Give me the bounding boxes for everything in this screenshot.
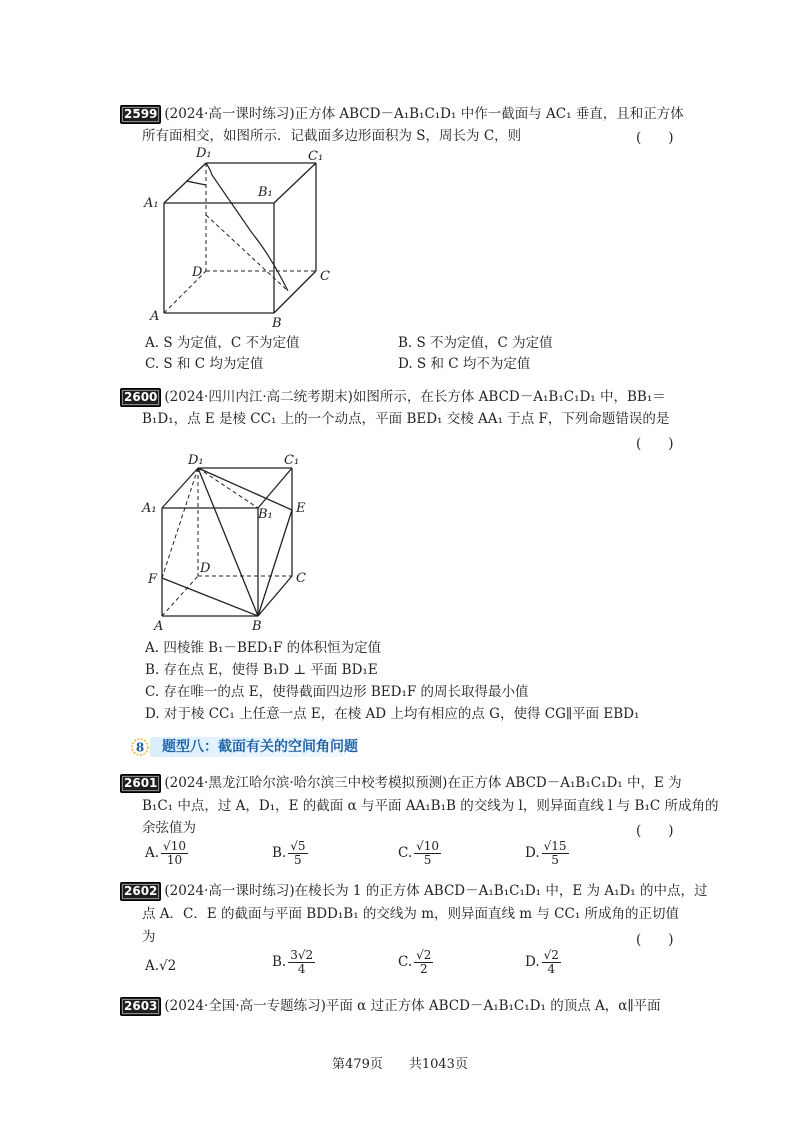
option-A: A.√2 (145, 958, 177, 974)
section-title: 题型八：截面有关的空间角问题 (162, 739, 358, 755)
q2599-line1: 2599 (2024·高一课时练习)正方体 ABCD－A₁B₁C₁D₁ 中作一截面与 AC₁ 垂直，且和正方体 (120, 103, 684, 125)
point-E: E (296, 501, 306, 516)
point-F: F (148, 572, 158, 587)
option-B: B. $\frac{3√2}{4}$ (272, 948, 314, 976)
vertex-D1: D₁ (196, 146, 212, 161)
option-C: C. $\frac{√2}{2}$ (398, 948, 432, 976)
q2601-line2: B₁C₁ 中点，过 A，D₁，E 的截面 α 与平面 AA₁B₁B 的交线为 l，则异面直线 l 与 B₁C 所成角的 (142, 798, 719, 814)
q2602-line3: 为 (142, 929, 156, 945)
vertex-C1: C₁ (308, 149, 324, 164)
vertex-B1: B₁ (258, 507, 273, 522)
option-D: D. S 和 C 均不为定值 (398, 356, 531, 372)
answer-paren: ( ) (636, 932, 674, 948)
vertex-D: D (200, 561, 211, 576)
option-B: B. S 不为定值，C 为定值 (398, 335, 553, 351)
vertex-A1: A₁ (142, 501, 157, 516)
vertex-A1: A₁ (144, 196, 159, 211)
vertex-C: C (320, 269, 330, 284)
vertex-B: B (272, 316, 282, 330)
cuboid-figure-2600 (140, 450, 340, 635)
option-D: D. $\frac{√2}{4}$ (525, 948, 559, 976)
q2600-line2: B₁D₁，点 E 是棱 CC₁ 上的一个动点，平面 BED₁ 交棱 AA₁ 于点 F，下列命题错误的是 (142, 411, 670, 427)
q2603-line1: 2603 (2024·全国·高一专题练习)平面 α 过正方体 ABCD－A₁B₁C₁D₁ 的顶点 A，α∥平面 (120, 995, 661, 1017)
option-A: A. 四棱锥 B₁－BED₁F 的体积恒为定值 (145, 640, 382, 656)
option-A: A. S 为定值，C 不为定值 (145, 335, 300, 351)
question-number: 2603 (120, 997, 161, 1016)
answer-paren: ( ) (636, 823, 674, 839)
vertex-D: D (192, 265, 203, 280)
question-number: 2599 (120, 105, 161, 124)
section-badge-icon (130, 737, 150, 757)
question-number: 2602 (120, 882, 161, 901)
option-A: A. $\frac{√10}{10}$ (145, 839, 186, 867)
cube-figure-2599 (140, 145, 340, 330)
q2599-line2: 所有面相交，如图所示．记截面多边形面积为 S，周长为 C，则 (142, 128, 522, 144)
option-C: C. $\frac{√10}{5}$ (398, 839, 440, 867)
option-B: B. $\frac{√5}{5}$ (272, 839, 306, 867)
vertex-C1: C₁ (284, 453, 300, 468)
page-footer: 第479页 共1043页 (332, 1057, 468, 1072)
q2602-line2: 点 A．C．E 的截面与平面 BDD₁B₁ 的交线为 m，则异面直线 m 与 CC₁ 所成角的正切值 (142, 906, 680, 922)
q2600-line1: 2600 (2024·四川内江·高二统考期末)如图所示，在长方体 ABCD－A₁B₁C₁D₁ 中，BB₁＝ (120, 386, 666, 408)
question-number: 2601 (120, 774, 161, 793)
vertex-C: C (296, 571, 306, 586)
option-D: D. 对于棱 CC₁ 上任意一点 E，在棱 AD 上均有相应的点 G，使得 CG∥平面 EBD₁ (145, 706, 640, 722)
vertex-A: A (154, 619, 164, 634)
vertex-B1: B₁ (258, 185, 273, 200)
q2601-line1: 2601 (2024·黑龙江哈尔滨·哈尔滨三中校考模拟预测)在正方体 ABCD－A₁B₁C₁D₁ 中，E 为 (120, 772, 682, 794)
option-C: C. S 和 C 均为定值 (145, 356, 264, 372)
vertex-D1: D₁ (188, 453, 204, 468)
svg-text:8: 8 (135, 740, 145, 755)
option-C: C. 存在唯一的点 E，使得截面四边形 BED₁F 的周长取得最小值 (145, 684, 529, 700)
question-number: 2600 (120, 388, 161, 407)
vertex-A: A (150, 309, 160, 324)
q2601-line3: 余弦值为 (142, 820, 196, 836)
option-D: D. $\frac{√15}{5}$ (525, 839, 567, 867)
answer-paren: ( ) (636, 436, 674, 452)
answer-paren: ( ) (636, 130, 674, 146)
option-B: B. 存在点 E，使得 B₁D ⊥ 平面 BD₁E (145, 662, 378, 678)
q2602-line1: 2602 (2024·高一课时练习)在棱长为 1 的正方体 ABCD－A₁B₁C₁D₁ 中，E 为 A₁D₁ 的中点，过 (120, 880, 708, 902)
vertex-B: B (252, 619, 262, 634)
